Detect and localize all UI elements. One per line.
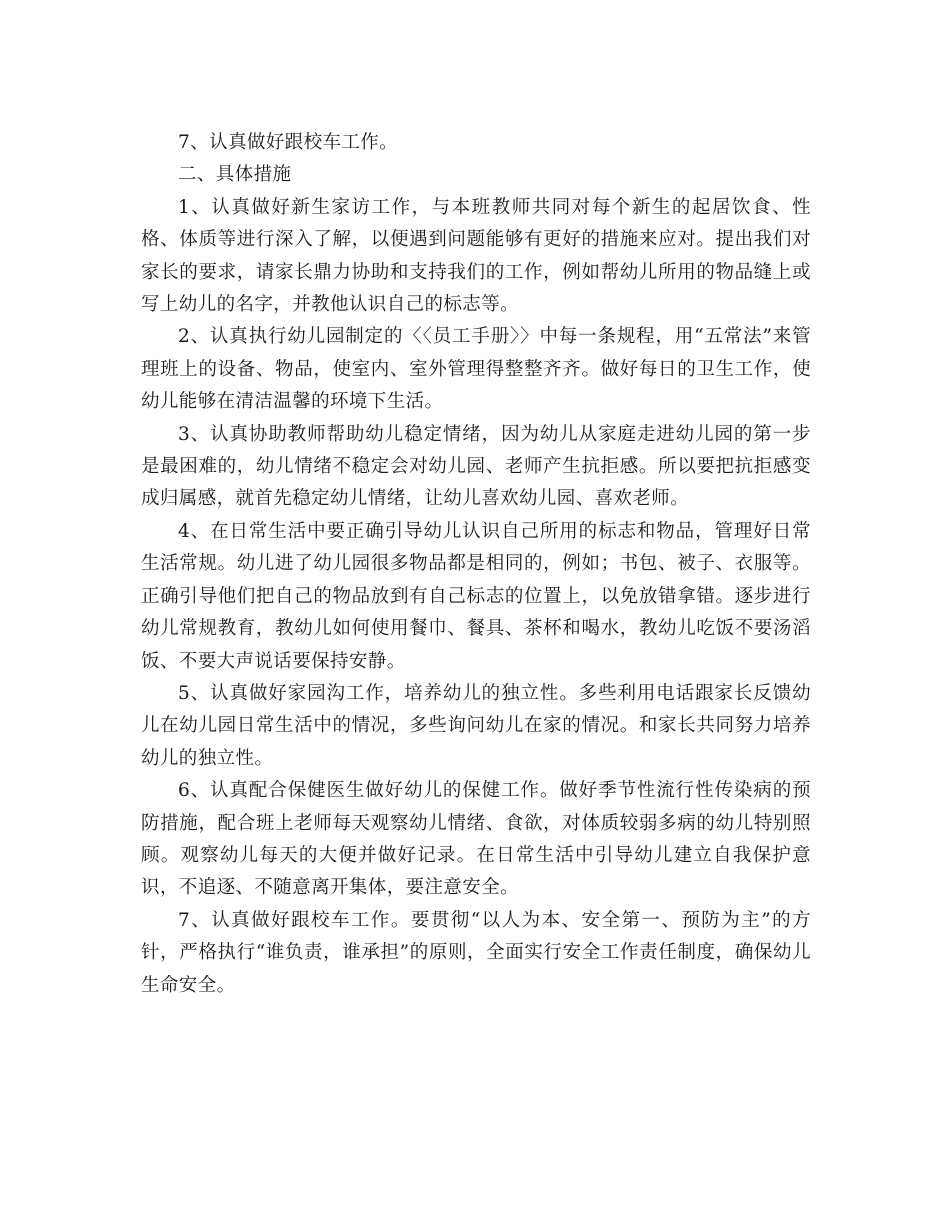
- paragraph-measure-4: 4、在日常生活中要正确引导幼儿认识自己所用的标志和物品，管理好日常生活常规。幼儿进了幼儿园很多物品都是相同的，例如；书包、被子、衣服等。正确引导他们把自己的物品放到有自己标志的位置上，以免放错拿错。逐步进行幼儿常规教育，教幼儿如何使用餐巾、餐具、茶杯和喝水，教幼儿吃饭不要汤滔饭、不要大声说话要保持安静。: [141, 520, 811, 672]
- paragraph-measure-3: 3、认真协助教师帮助幼儿稳定情绪，因为幼儿从家庭走进幼儿园的第一步是最困难的，幼儿情绪不稳定会对幼儿园、老师产生抗拒感。所以要把抗拒感变成归属感，就首先稳定幼儿情绪，让幼儿喜欢幼儿园、喜欢老师。: [141, 423, 811, 510]
- section-heading-specific-measures: 二、具体措施: [178, 164, 292, 186]
- paragraph-measure-1: 1、认真做好新生家访工作，与本班教师共同对每个新生的起居饮食、性格、体质等进行深入了解，以便遇到问题能够有更好的措施来应对。提出我们对家长的要求，请家长鼎力协助和支持我们的工作，例如帮幼儿所用的物品缝上或写上幼儿的名字，并教他认识自己的标志等。: [141, 196, 811, 316]
- paragraph-measure-5: 5、认真做好家园沟工作，培养幼儿的独立性。多些利用电话跟家长反馈幼儿在幼儿园日常生活中的情况，多些询问幼儿在家的情况。和家长共同努力培养幼儿的独立性。: [141, 682, 811, 769]
- paragraph-item-7-school-bus: 7、认真做好跟校车工作。: [178, 132, 399, 153]
- paragraph-measure-6: 6、认真配合保健医生做好幼儿的保健工作。做好季节性流行性传染病的预防措施，配合班上老师每天观察幼儿情绪、食欲，对体质较弱多病的幼儿特别照顾。观察幼儿每天的大便并做好记录。在日常生活中引导幼儿建立自我保护意识，不追逐、不随意离开集体，要注意安全。: [141, 780, 811, 899]
- paragraph-measure-2: 2、认真执行幼儿园制定的〈〈员工手册〉〉中每一条规程，用“五常法”来管理班上的设备、物品，使室内、室外管理得整整齐齐。做好每日的卫生工作，使幼儿能够在清洁温馨的环境下生活。: [141, 326, 811, 413]
- paragraph-measure-7: 7、认真做好跟校车工作。要贯彻“以人为本、安全第一、预防为主”的方针，严格执行“谁负责，谁承担”的原则，全面实行安全工作责任制度，确保幼儿生命安全。: [141, 909, 811, 996]
- document-body: [141, 127, 811, 1002]
